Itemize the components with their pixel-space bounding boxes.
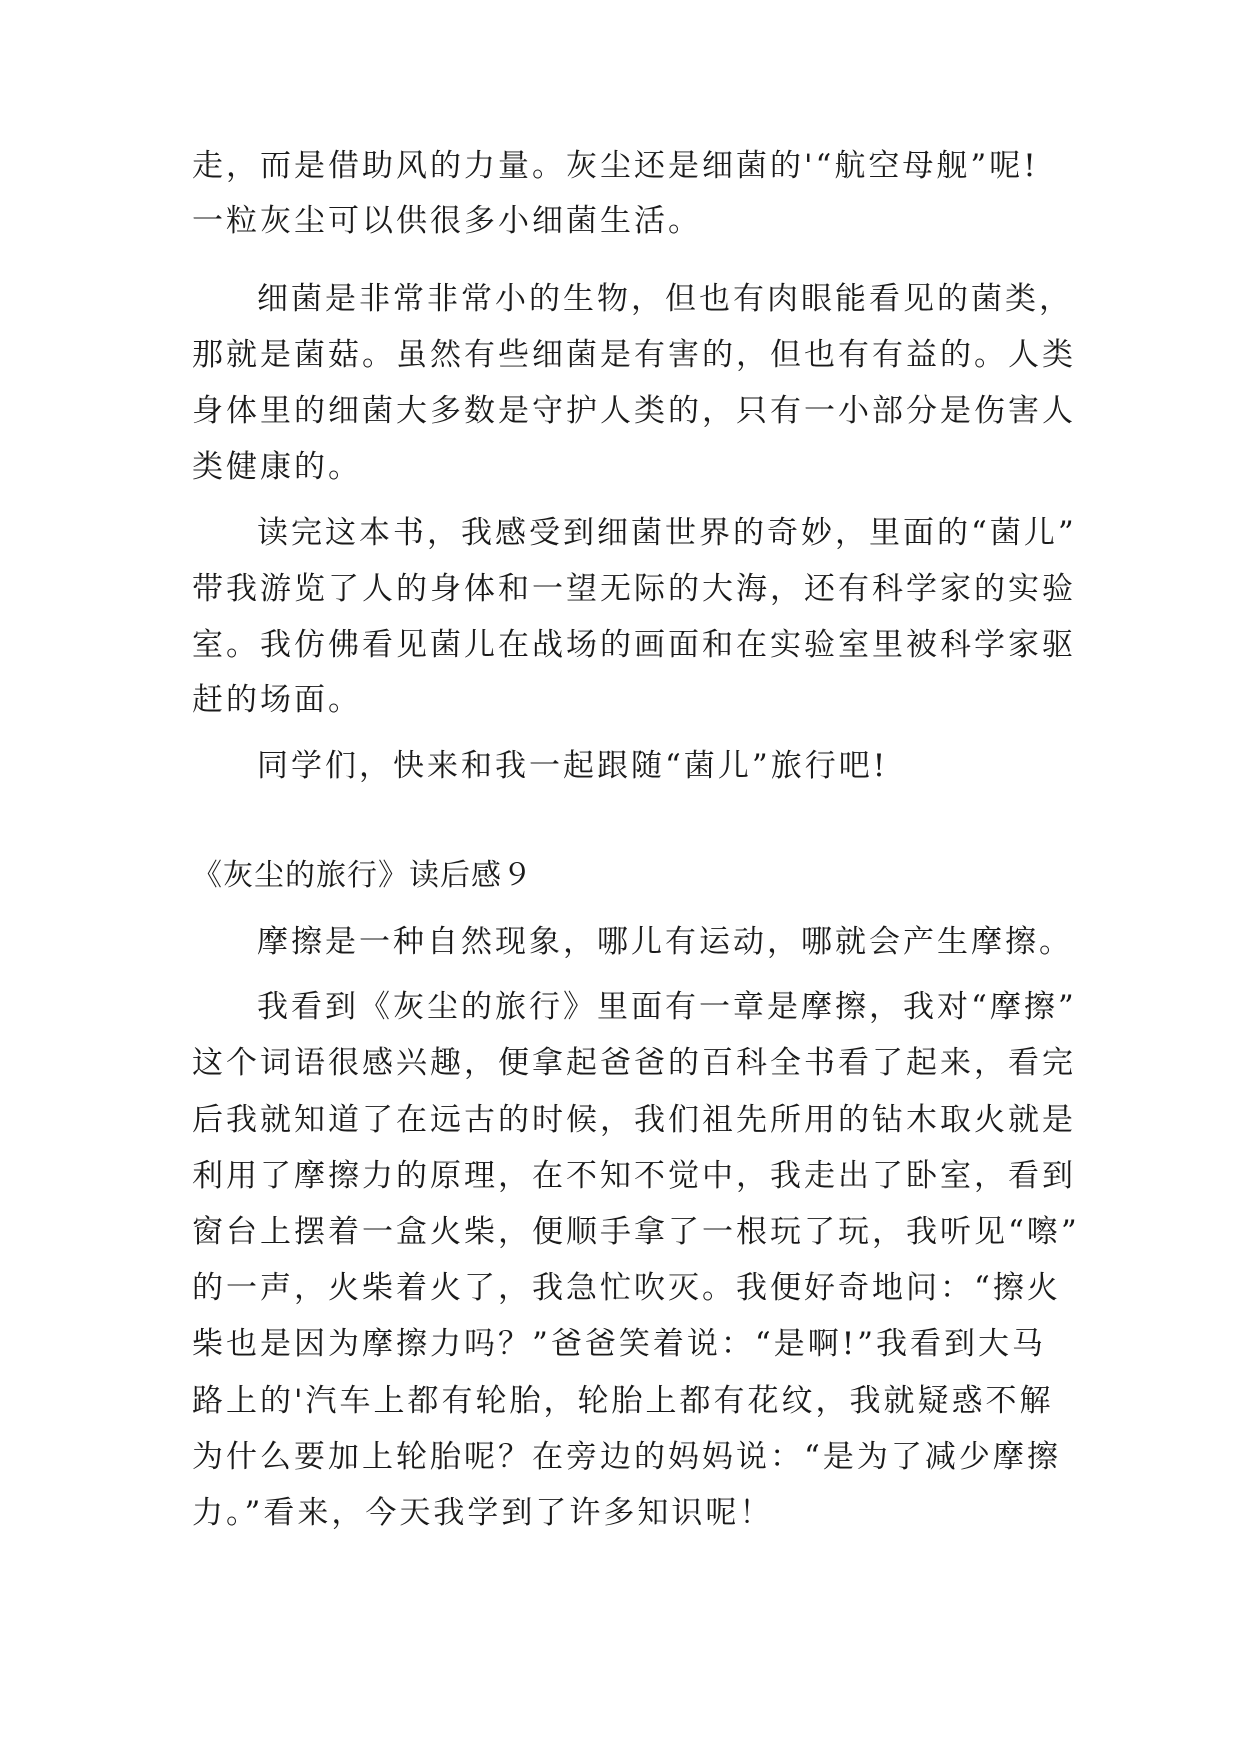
paragraph-line: 力。”看来，今天我学到了许多知识呢！ xyxy=(192,1495,774,1531)
paragraph-line: 身体里的细菌大多数是守护人类的，只有一小部分是伤害人 xyxy=(192,393,1076,429)
section-title: 《灰尘的旅行》读后感９ xyxy=(192,858,533,893)
paragraph-line: 路上的'汽车上都有轮胎，轮胎上都有花纹，我就疑惑不解 xyxy=(192,1383,1054,1419)
paragraph-line: 这个词语很感兴趣，便拿起爸爸的百科全书看了起来，看完 xyxy=(192,1045,1076,1081)
paragraph-line: 带我游览了人的身体和一望无际的大海，还有科学家的实验 xyxy=(192,571,1076,607)
paragraph-line: 柴也是因为摩擦力吗？”爸爸笑着说：“是啊!”我看到大马 xyxy=(192,1326,1046,1362)
paragraph-line: 的一声，火柴着火了，我急忙吹灭。我便好奇地问：“擦火 xyxy=(192,1270,1061,1306)
paragraph-line: 利用了摩擦力的原理，在不知不觉中，我走出了卧室，看到 xyxy=(192,1158,1076,1194)
paragraph-line: 摩擦是一种自然现象，哪儿有运动，哪就会产生摩擦。 xyxy=(257,924,1073,960)
paragraph-line: 同学们，快来和我一起跟随“菌儿”旅行吧! xyxy=(257,748,889,784)
paragraph-line: 赶的场面。 xyxy=(192,682,362,718)
paragraph-line: 后我就知道了在远古的时候，我们祖先所用的钻木取火就是 xyxy=(192,1102,1076,1138)
paragraph-line: 窗台上摆着一盒火柴，便顺手拿了一根玩了玩，我听见“嚓” xyxy=(192,1214,1080,1250)
paragraph-line: 为什么要加上轮胎呢？在旁边的妈妈说：“是为了减少摩擦 xyxy=(192,1439,1061,1475)
paragraph-line: 细菌是非常非常小的生物，但也有肉眼能看见的菌类， xyxy=(257,281,1073,317)
paragraph-line: 室。我仿佛看见菌儿在战场的画面和在实验室里被科学家驱 xyxy=(192,627,1076,663)
paragraph-line: 我看到《灰尘的旅行》里面有一章是摩擦，我对“摩擦” xyxy=(257,989,1077,1025)
paragraph-line: 那就是菌菇。虽然有些细菌是有害的，但也有有益的。人类 xyxy=(192,337,1076,373)
paragraph-line: 一粒灰尘可以供很多小细菌生活。 xyxy=(192,203,702,239)
paragraph-line: 读完这本书，我感受到细菌世界的奇妙，里面的“菌儿” xyxy=(257,515,1077,551)
paragraph-line: 走，而是借助风的力量。灰尘还是细菌的'“航空母舰”呢! xyxy=(192,148,1039,184)
paragraph-line: 类健康的。 xyxy=(192,449,362,485)
